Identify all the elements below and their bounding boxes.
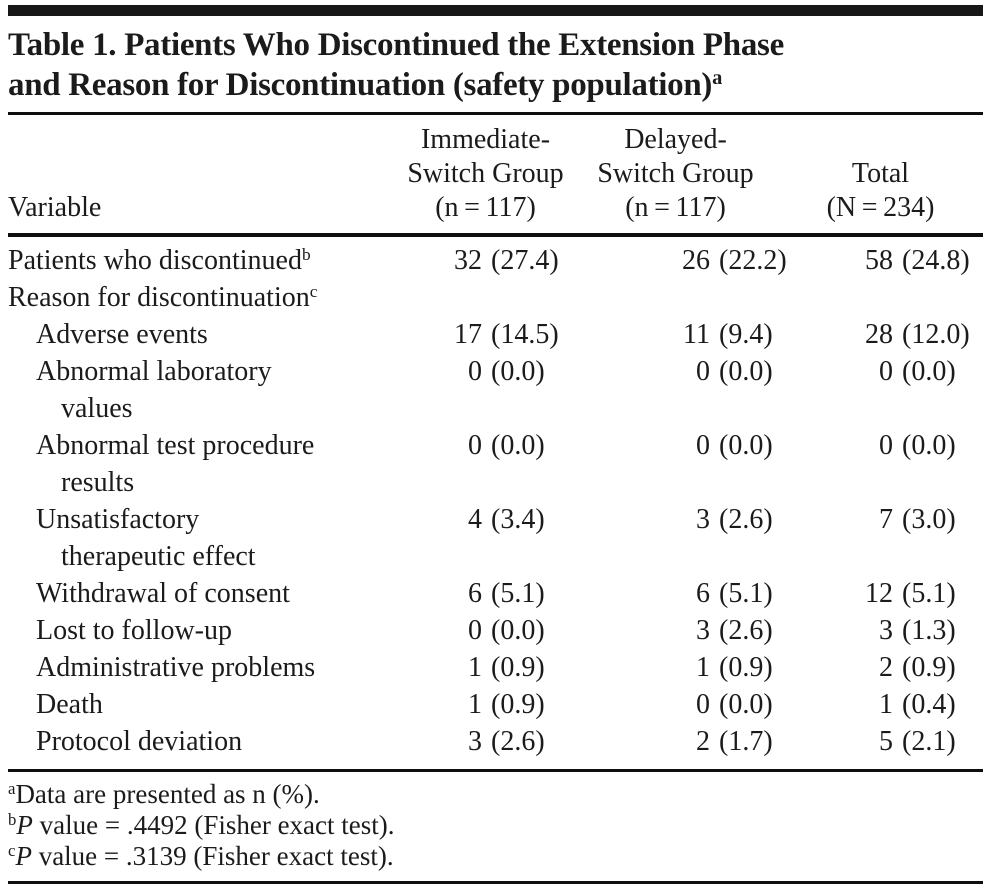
cell-count: 0 — [468, 356, 482, 387]
table-row — [8, 612, 983, 649]
cell-percent: (0.0) — [719, 689, 773, 720]
table-figure — [0, 5, 991, 884]
cell-total — [778, 501, 983, 575]
cell-count: 28 — [865, 319, 893, 350]
title-text-2: and Reason for Discontinuation (safety population) — [8, 67, 713, 103]
table-row — [8, 427, 983, 501]
header-variable-label: Variable — [8, 192, 102, 223]
cell-immediate-switch — [398, 279, 573, 316]
cell-percent: (0.0) — [902, 356, 956, 387]
cell-delayed-switch — [573, 575, 778, 612]
cell-immediate-switch — [398, 723, 573, 760]
cell-percent: (0.4) — [902, 689, 956, 720]
cell-count: 2 — [879, 652, 893, 683]
cell-percent: (0.0) — [902, 430, 956, 461]
top-rule-bar — [8, 5, 983, 16]
cell-percent: (24.8) — [902, 245, 970, 276]
row-label-line — [8, 353, 398, 390]
cell-count: 26 — [682, 245, 710, 276]
cell-percent: (5.1) — [719, 578, 773, 609]
footnote-marker: c — [8, 841, 16, 861]
row-variable-cell — [8, 427, 398, 501]
cell-percent: (0.9) — [491, 652, 545, 683]
cell-count: 11 — [683, 319, 710, 350]
cell-total — [778, 686, 983, 723]
cell-delayed-switch — [573, 242, 787, 279]
row-label: Unsatisfactory — [36, 504, 200, 535]
row-label: Withdrawal of consent — [36, 578, 290, 609]
cell-count: 0 — [879, 430, 893, 461]
header-line: Delayed- — [624, 124, 727, 155]
cell-count: 0 — [468, 615, 482, 646]
cell-count: 0 — [696, 689, 710, 720]
cell-count: 3 — [696, 504, 710, 535]
cell-percent: (22.2) — [719, 245, 787, 276]
cell-percent: (0.0) — [491, 615, 545, 646]
row-label-line — [8, 612, 398, 649]
header-line: Total — [851, 158, 910, 189]
cell-count: 3 — [879, 615, 893, 646]
cell-immediate-switch — [398, 501, 573, 575]
row-label-line — [8, 723, 398, 760]
row-label: Reason for discontinuation — [8, 282, 310, 313]
cell-total — [778, 575, 983, 612]
row-label-line — [8, 316, 398, 353]
cell-delayed-switch — [573, 316, 778, 353]
cell-count: 6 — [468, 578, 482, 609]
cell-percent: (12.0) — [902, 319, 970, 350]
cell-count: 3 — [696, 615, 710, 646]
cell-delayed-switch — [573, 612, 778, 649]
cell-percent: (27.4) — [491, 245, 559, 276]
cell-delayed-switch — [573, 686, 778, 723]
row-label: Abnormal laboratory — [36, 356, 272, 387]
title-footnote-marker: a — [712, 67, 722, 90]
cell-count: 1 — [468, 689, 482, 720]
table-row — [8, 316, 983, 353]
cell-count: 6 — [696, 578, 710, 609]
cell-percent: (0.9) — [719, 652, 773, 683]
footnote-text: value = .4492 (Fisher exact test). — [32, 810, 395, 840]
row-variable-cell — [8, 649, 398, 686]
row-label-continuation: therapeutic effect — [61, 541, 256, 572]
cell-delayed-switch — [573, 649, 778, 686]
header-delayed-switch-group — [573, 123, 778, 225]
cell-percent: (5.1) — [491, 578, 545, 609]
cell-percent: (1.7) — [719, 726, 773, 757]
cell-percent: (2.6) — [719, 615, 773, 646]
row-label: Patients who discontinued — [8, 245, 302, 276]
cell-total — [778, 279, 983, 316]
row-variable-cell — [8, 316, 398, 353]
header-line: Immediate- — [420, 124, 551, 155]
cell-percent: (2.6) — [491, 726, 545, 757]
cell-count: 0 — [879, 356, 893, 387]
cell-delayed-switch — [573, 501, 778, 575]
footnote-c — [8, 841, 983, 872]
row-label-line — [8, 279, 398, 316]
title-line-1 — [8, 25, 983, 65]
cell-count: 1 — [696, 652, 710, 683]
table-header-row — [8, 115, 983, 233]
table-body — [8, 237, 983, 769]
row-variable-cell — [8, 242, 398, 279]
cell-percent: (1.3) — [902, 615, 956, 646]
cell-immediate-switch — [398, 316, 573, 353]
row-variable-cell — [8, 612, 398, 649]
cell-count: 1 — [468, 652, 482, 683]
footnote-text: value = .3139 (Fisher exact test). — [31, 841, 394, 871]
cell-immediate-switch — [398, 353, 573, 427]
cell-immediate-switch — [398, 242, 573, 279]
row-variable-cell — [8, 353, 398, 427]
cell-percent: (0.0) — [719, 430, 773, 461]
cell-percent: (5.1) — [902, 578, 956, 609]
cell-delayed-switch — [573, 427, 778, 501]
row-label: Lost to follow-up — [36, 615, 232, 646]
footnote-text: Data are presented as n (%). — [15, 779, 320, 809]
row-label-line — [8, 427, 398, 464]
cell-percent: (0.0) — [491, 430, 545, 461]
cell-count: 1 — [879, 689, 893, 720]
row-variable-cell — [8, 686, 398, 723]
header-total — [778, 123, 983, 225]
row-label: Abnormal test procedure — [36, 430, 315, 461]
cell-count: 58 — [865, 245, 893, 276]
cell-total — [778, 612, 983, 649]
title-text-1: Table 1. Patients Who Discontinued the Extension Phase — [8, 27, 784, 63]
table-row — [8, 686, 983, 723]
row-label: Death — [36, 689, 103, 720]
header-line: (N = 234) — [826, 192, 935, 223]
table-title — [8, 25, 983, 105]
cell-count: 32 — [454, 245, 482, 276]
cell-percent: (0.9) — [902, 652, 956, 683]
cell-count: 0 — [468, 430, 482, 461]
cell-total — [778, 427, 983, 501]
cell-total — [778, 316, 983, 353]
row-label: Administrative problems — [36, 652, 316, 683]
header-immediate-switch-group — [398, 123, 573, 225]
cell-delayed-switch — [573, 353, 778, 427]
cell-immediate-switch — [398, 427, 573, 501]
footnote-b — [8, 810, 983, 841]
table-row — [8, 649, 983, 686]
row-footnote-marker: c — [309, 281, 318, 301]
row-variable-cell — [8, 501, 398, 575]
cell-percent: (0.0) — [491, 356, 545, 387]
cell-count: 2 — [696, 726, 710, 757]
table-row — [8, 501, 983, 575]
header-line: (n = 117) — [625, 192, 726, 223]
table-row — [8, 723, 983, 760]
footnote-marker: b — [8, 810, 17, 830]
footnotes — [8, 772, 983, 881]
cell-total — [778, 353, 983, 427]
row-label-line — [8, 686, 398, 723]
cell-total — [778, 242, 983, 279]
row-label: Protocol deviation — [36, 726, 243, 757]
table-row — [8, 353, 983, 427]
row-label: Adverse events — [36, 319, 208, 350]
footnote-italic: P — [15, 841, 32, 871]
row-label-continuation: values — [61, 393, 133, 424]
cell-immediate-switch — [398, 649, 573, 686]
cell-percent: (9.4) — [719, 319, 773, 350]
header-variable — [8, 123, 398, 225]
row-footnote-marker: b — [301, 244, 311, 264]
cell-count: 3 — [468, 726, 482, 757]
cell-percent: (3.0) — [902, 504, 956, 535]
cell-percent: (0.0) — [719, 356, 773, 387]
cell-count: 7 — [879, 504, 893, 535]
cell-count: 0 — [696, 356, 710, 387]
row-label-line — [8, 242, 398, 279]
cell-immediate-switch — [398, 612, 573, 649]
row-variable-cell — [8, 723, 398, 760]
header-line: (n = 117) — [435, 192, 536, 223]
row-label-line — [8, 575, 398, 612]
footnote-a — [8, 779, 983, 810]
cell-percent: (2.6) — [719, 504, 773, 535]
row-label-line — [8, 649, 398, 686]
title-line-2 — [8, 65, 983, 105]
cell-delayed-switch — [573, 279, 778, 316]
cell-total — [778, 649, 983, 686]
cell-immediate-switch — [398, 686, 573, 723]
table-row — [8, 279, 983, 316]
cell-delayed-switch — [573, 723, 778, 760]
cell-percent: (14.5) — [491, 319, 559, 350]
cell-percent: (3.4) — [491, 504, 545, 535]
table-row — [8, 575, 983, 612]
footnote-marker: a — [8, 779, 16, 799]
cell-count: 17 — [454, 319, 482, 350]
row-label-continuation: results — [61, 467, 135, 498]
cell-percent: (2.1) — [902, 726, 956, 757]
cell-count: 5 — [879, 726, 893, 757]
cell-percent: (0.9) — [491, 689, 545, 720]
header-line: Switch Group — [407, 158, 564, 189]
row-label-line — [8, 501, 398, 538]
header-line: Switch Group — [597, 158, 754, 189]
cell-count: 12 — [865, 578, 893, 609]
cell-count: 4 — [468, 504, 482, 535]
cell-total — [778, 723, 983, 760]
cell-count: 0 — [696, 430, 710, 461]
row-variable-cell — [8, 575, 398, 612]
cell-immediate-switch — [398, 575, 573, 612]
row-variable-cell — [8, 279, 398, 316]
footnote-italic: P — [16, 810, 33, 840]
table-row — [8, 242, 983, 279]
